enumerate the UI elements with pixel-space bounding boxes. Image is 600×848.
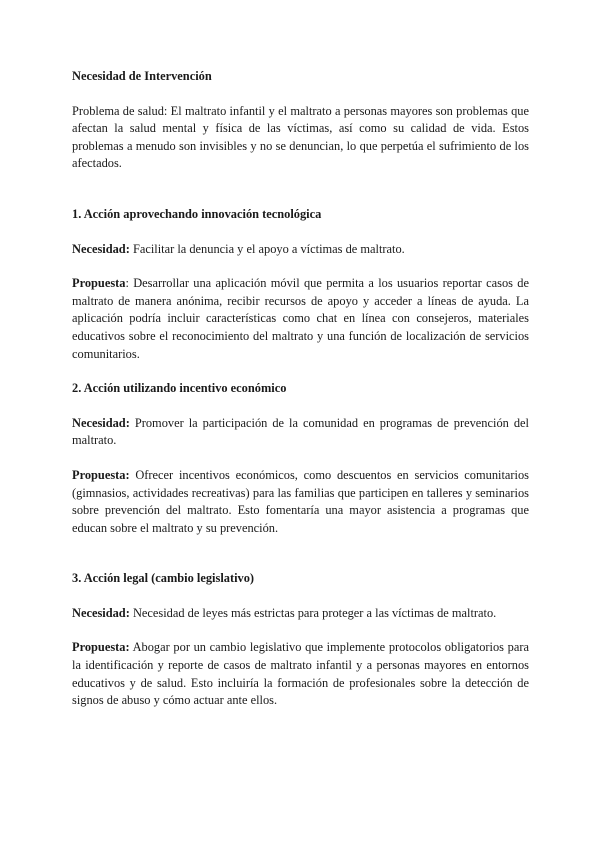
section-2-heading: 2. Acción utilizando incentivo económico: [72, 381, 287, 396]
section-2-proposal-label: Propuesta:: [72, 467, 130, 482]
intro-text: El maltrato infantil y el maltrato a personas mayores son problemas que afectan la salud mental y física de las víctimas, así como su calidad de vida. Estos problemas a menudo son invisibles y no se denuncian, lo que perpetúa el sufrimiento de los afectados.: [72, 103, 529, 171]
document-page: [72, 68, 529, 710]
section-3-need: [72, 605, 529, 623]
section-1-proposal-text: : Desarrollar una aplicación móvil que permita a los usuarios reportar casos de maltrato de manera anónima, recibir recursos de apoyo y acceder a líneas de ayuda. La aplicación podría incluir características como chat en línea con consejeros, materiales educativos sobre el reconocimiento del maltrato y una función de localización de servicios comunitarios.: [72, 276, 529, 361]
document-title: Necesidad de Intervención: [72, 69, 212, 83]
section-2-need-text: Promover la participación de la comunidad en programas de prevención del maltrato.: [72, 415, 529, 448]
section-2-need: [72, 415, 529, 450]
section-3-heading: 3. Acción legal (cambio legislativo): [72, 571, 255, 586]
section-1-heading: 1. Acción aprovechando innovación tecnológica: [72, 206, 322, 221]
section-1-proposal-label: Propuesta: [72, 276, 126, 291]
section-1-need-label: Necesidad:: [72, 241, 130, 256]
section-2-proposal-text: Ofrecer incentivos económicos, como descuentos en servicios comunitarios (gimnasios, actividades recreativas) para las familias que participen en talleres y seminarios sobre prevención del maltrato. Esto fomentaría una mayor asistencia a programas que educan sobre el maltrato y su prevención.: [72, 467, 529, 535]
section-3-proposal: [72, 639, 529, 709]
section-1-need-text: Facilitar la denuncia y el apoyo a víctimas de maltrato.: [132, 241, 405, 256]
section-1-proposal: [72, 275, 529, 363]
section-3-need-label: Necesidad:: [72, 605, 130, 620]
section-1-need: [72, 241, 529, 259]
section-3-proposal-label: Propuesta:: [72, 640, 130, 655]
intro-label: Problema de salud:: [72, 103, 168, 118]
intro-paragraph: [72, 103, 529, 173]
section-3-need-text: Necesidad de leyes más estrictas para proteger a las víctimas de maltrato.: [132, 605, 497, 620]
section-2-need-label: Necesidad:: [72, 415, 130, 430]
section-3-proposal-text: Abogar por un cambio legislativo que implemente protocolos obligatorios para la identificación y reporte de casos de maltrato infantil y a personas mayores en entornos educativos y de salud. Esto incluiría la formación de profesionales sobre la detección de signos de abuso y cómo actuar ante ellos.: [72, 640, 529, 708]
section-2-proposal: [72, 467, 529, 537]
